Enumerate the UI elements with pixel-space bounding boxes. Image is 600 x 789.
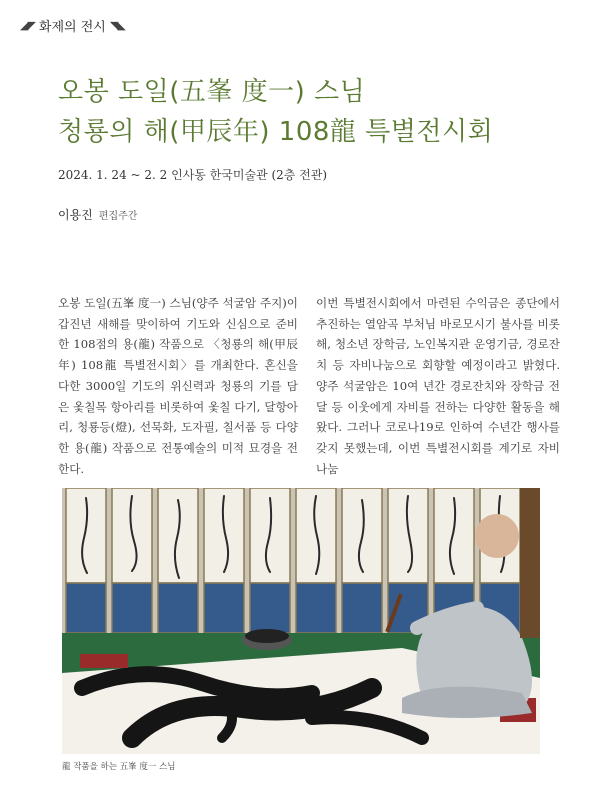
article-title xyxy=(58,72,493,152)
byline xyxy=(58,206,137,223)
article-photo xyxy=(62,488,540,754)
photo-illustration xyxy=(62,488,540,754)
author-role: 편집주간 xyxy=(98,211,138,222)
section-tag-label: 화제의 전시 xyxy=(38,20,106,35)
red-book xyxy=(80,654,128,668)
title-line-2: 청룡의 해(甲辰年) 108龍 특별전시회 xyxy=(58,117,494,147)
body-column-left: 오봉 도일(五峯 度一) 스님(양주 석굴암 주지)이 갑진년 새해를 맞이하여 기도와 신심으로 준비한 108점의 용(龍) 작품으로 〈청룡의 해(甲辰年) 108龍 특별전시회〉를 개최한다. 혼신을 다한 3000일 기도의 위신력과 청룡의 기를 담은 옻칠목 항아리를 비롯하여 옻칠 다기, 달항아리, 청룡등(燈), 선묵화, 도자필, 칠서품 등 다양한 용(龍) 작품으로 전통예술의 미적 묘경을 전한다. xyxy=(58,296,298,476)
body-column-right: 이번 특별전시회에서 마련된 수익금은 종단에서 추진하는 열암곡 부처님 바로모시기 불사를 비롯해, 청소년 장학금, 노인복지관 운영기금, 경로잔치 등 자비나눔으로 회향할 예정이라고 밝혔다. 양주 석굴암은 10여 년간 경로잔치와 장학금 전달 등 이웃에게 자비를 전하는 다양한 활동을 해 왔다. 그러나 코로나19로 인하여 수년간 행사를 갖지 못했는데, 이번 특별전시회를 계기로 자비나눔 xyxy=(316,296,560,476)
bracket-ornament-icon: ◥◣ xyxy=(109,19,125,32)
section-tag xyxy=(20,16,125,35)
photo-caption: 龍 작품을 하는 五峯 度一 스님 xyxy=(62,762,176,772)
bracket-ornament-icon: ◢◤ xyxy=(20,19,35,32)
exhibition-dateline: 2024. 1. 24 ~ 2. 2 인사동 한국미술관 (2층 전관) xyxy=(58,168,328,182)
author-name: 이용진 xyxy=(58,208,93,222)
title-line-1: 오봉 도일(五峯 度一) 스님 xyxy=(58,77,366,107)
